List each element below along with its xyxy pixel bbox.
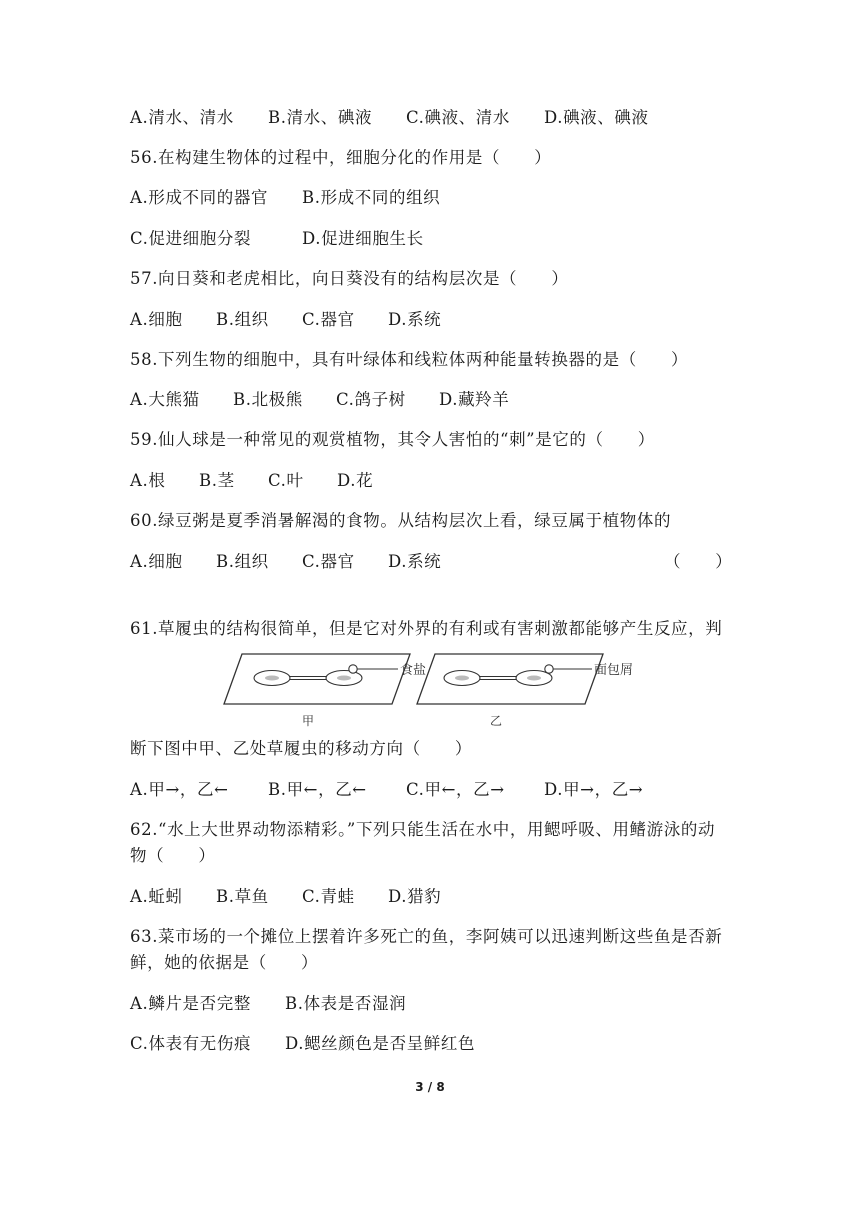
q55-option-a: A.清水、清水 xyxy=(130,108,234,127)
q62-option-c: C.青蛙 xyxy=(302,887,355,906)
q61-option-c: C.甲←，乙→ xyxy=(406,780,505,799)
q56-option-a: A.形成不同的器官 xyxy=(130,188,269,207)
label-bread: 面包屑 xyxy=(594,663,634,678)
q61-option-d: D.甲→，乙→ xyxy=(544,780,644,799)
q63-option-b: B.体表是否湿润 xyxy=(285,994,407,1013)
q61-options xyxy=(130,779,643,801)
q56-option-c: C.促进细胞分裂 xyxy=(130,229,252,248)
q62-options xyxy=(130,886,441,908)
q63-stem-line1: 63.菜市场的一个摊位上摆着许多死亡的鱼，李阿姨可以迅速判断这些鱼是否新 xyxy=(130,927,723,946)
q55-option-d: D.碘液、碘液 xyxy=(544,108,649,127)
q56-options-row1 xyxy=(130,187,440,209)
page-number: 3 / 8 xyxy=(415,1080,445,1094)
q58-option-d: D.藏羚羊 xyxy=(439,390,510,409)
q61-option-a: A.甲→，乙← xyxy=(130,780,229,799)
q56-option-d: D.促进细胞生长 xyxy=(302,229,424,248)
q58-option-c: C.鸽子树 xyxy=(336,390,406,409)
q60-options xyxy=(130,551,441,573)
q56-options-row2 xyxy=(130,228,424,250)
q62-option-b: B.草鱼 xyxy=(216,887,269,906)
q62-option-a: A.蚯蚓 xyxy=(130,887,183,906)
q58-option-a: A.大熊猫 xyxy=(130,390,200,409)
slide-yi xyxy=(417,654,603,704)
q57-stem: 57.向日葵和老虎相比，向日葵没有的结构层次是（ ） xyxy=(130,269,569,288)
q58-stem: 58.下列生物的细胞中，具有叶绿体和线粒体两种能量转换器的是（ ） xyxy=(130,350,689,369)
q63-options-row1 xyxy=(130,993,406,1015)
q60-option-d: D.系统 xyxy=(388,552,442,571)
label-jia: 甲 xyxy=(302,714,315,728)
q61-figure xyxy=(220,648,660,730)
q62-option-d: D.猎豹 xyxy=(388,887,442,906)
q55-option-b: B.清水、碘液 xyxy=(268,108,373,127)
q63-option-a: A.鳞片是否完整 xyxy=(130,994,251,1013)
q63-stem-line2: 鲜，她的依据是（ ） xyxy=(130,953,319,972)
q60-option-b: B.组织 xyxy=(216,552,269,571)
q59-stem: 59.仙人球是一种常见的观赏植物，其令人害怕的“刺”是它的（ ） xyxy=(130,430,655,449)
q59-option-a: A.根 xyxy=(130,471,166,490)
q59-option-d: D.花 xyxy=(337,471,374,490)
q60-stem: 60.绿豆粥是夏季消暑解渴的食物。从结构层次上看，绿豆属于植物体的 xyxy=(130,511,672,530)
q61-stem-line1: 61.草履虫的结构很简单，但是它对外界的有利或有害刺激都能够产生反应，判 xyxy=(130,619,723,638)
q55-options xyxy=(130,107,649,129)
q63-options-row2 xyxy=(130,1033,475,1055)
q59-option-b: B.茎 xyxy=(199,471,235,490)
q61-option-b: B.甲←，乙← xyxy=(268,780,367,799)
q56-option-b: B.形成不同的组织 xyxy=(302,188,441,207)
q62-stem-line2: 物（ ） xyxy=(130,846,216,865)
slide-jia xyxy=(224,654,410,704)
label-yi: 乙 xyxy=(490,714,503,728)
q57-options xyxy=(130,309,441,331)
q57-option-d: D.系统 xyxy=(388,310,442,329)
q59-options xyxy=(130,470,373,492)
q58-option-b: B.北极熊 xyxy=(233,390,303,409)
q60-option-c: C.器官 xyxy=(302,552,355,571)
q63-option-c: C.体表有无伤痕 xyxy=(130,1034,252,1053)
label-salt: 食盐 xyxy=(400,663,427,678)
q55-option-c: C.碘液、清水 xyxy=(406,108,510,127)
q60-answer-blank: （ ） xyxy=(664,552,733,571)
q57-option-b: B.组织 xyxy=(216,310,269,329)
q60-option-a: A.细胞 xyxy=(130,552,183,571)
q62-stem-line1: 62.“水上大世界动物添精彩。”下列只能生活在水中，用鳃呼吸、用鳍游泳的动 xyxy=(130,820,716,839)
q59-option-c: C.叶 xyxy=(268,471,304,490)
q61-stem-line2: 断下图中甲、乙处草履虫的移动方向（ ） xyxy=(130,739,472,758)
q58-options xyxy=(130,389,509,411)
q63-option-d: D.鳃丝颜色是否呈鲜红色 xyxy=(285,1034,476,1053)
q56-stem: 56.在构建生物体的过程中，细胞分化的作用是（ ） xyxy=(130,148,552,167)
q57-option-a: A.细胞 xyxy=(130,310,183,329)
q57-option-c: C.器官 xyxy=(302,310,355,329)
